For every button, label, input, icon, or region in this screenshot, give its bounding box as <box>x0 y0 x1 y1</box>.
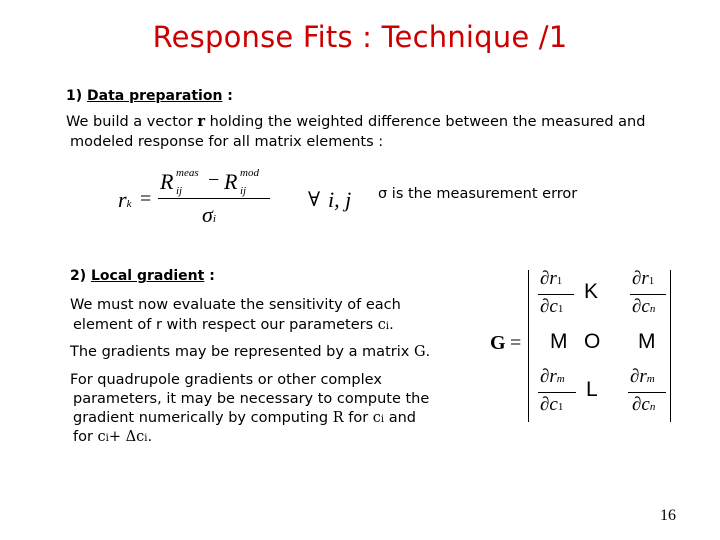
section-2-p3-line-1: For quadrupole gradients or other complex <box>70 372 382 388</box>
p3-c: c <box>372 410 381 426</box>
p3-text: gradient numerically by computing <box>73 410 333 426</box>
section-2-colon: : <box>209 268 215 284</box>
section-2-title: Local gradient <box>91 268 205 284</box>
matrix-equals: = <box>510 332 522 354</box>
eq-sub-ij-2: ij <box>240 185 247 197</box>
section-2-heading <box>70 268 215 284</box>
section-1-line-1 <box>66 112 645 132</box>
p1-c: c <box>377 317 386 333</box>
matrix-top-right-denominator: ∂cn <box>632 296 656 317</box>
matrix-top-left-bar <box>538 294 574 295</box>
eq-sigma: σi <box>202 202 216 227</box>
matrix-bottom-left-numerator: ∂rm <box>540 366 565 387</box>
section-2-p1-line-1: We must now evaluate the sensitivity of each <box>70 297 401 313</box>
section-1-text: We build a vector <box>66 114 198 130</box>
eq-R-mod: R <box>224 169 238 194</box>
p4-i: i <box>105 433 109 444</box>
eq-vars: i, j <box>328 187 352 212</box>
matrix-M-left: M <box>550 330 568 353</box>
section-1-text-cont: holding the weighted difference between the measured and <box>205 114 646 130</box>
matrix-L: L <box>586 378 598 401</box>
matrix-K: K <box>584 280 599 303</box>
p3-R: R <box>332 410 344 426</box>
p1-i: i <box>385 321 390 332</box>
section-2-p2 <box>70 342 430 362</box>
p2-dot: . <box>425 344 431 360</box>
section-2-p1-line-2 <box>73 315 394 337</box>
matrix-bottom-left-bar <box>538 392 576 393</box>
p4-c: c <box>97 429 106 445</box>
section-2-p3-line-2: parameters, it may be necessary to compute the <box>73 391 430 407</box>
p4-plus-delta: + Δc <box>108 429 145 445</box>
eq-minus: − <box>208 169 220 191</box>
p3-for: for <box>343 410 373 426</box>
eq-sup-meas: meas <box>176 167 199 179</box>
eq-sup-mod: mod <box>240 167 259 179</box>
vector-r: r <box>197 113 206 130</box>
eq-R-meas: R <box>160 169 174 194</box>
matrix-top-left-denominator: ∂c1 <box>540 296 564 317</box>
p2-text: The gradients may be represented by a matrix <box>70 344 414 360</box>
eq-equals: = <box>140 188 152 210</box>
sigma-note: σ is the measurement error <box>378 186 578 202</box>
p2-G: G <box>413 344 426 360</box>
section-1-number: 1) <box>66 88 83 104</box>
section-2-p4 <box>73 427 152 449</box>
p1-dot: . <box>389 317 394 333</box>
section-2-number: 2) <box>70 268 87 284</box>
p4-for: for <box>73 429 98 445</box>
section-1-title: Data preparation <box>87 88 223 104</box>
residual-equation <box>118 165 352 233</box>
matrix-top-right-numerator: ∂r1 <box>632 268 655 289</box>
matrix-O: O <box>584 330 601 353</box>
matrix-bottom-right-numerator: ∂rm <box>630 366 655 387</box>
matrix-right-bracket <box>664 270 671 422</box>
matrix-bottom-left-denominator: ∂c1 <box>540 394 564 415</box>
matrix-top-left-numerator: ∂r1 <box>540 268 563 289</box>
page-number: 16 <box>660 507 676 524</box>
eq-forall: ∀ <box>308 187 321 211</box>
matrix-bottom-right-bar <box>628 392 666 393</box>
eq-sigma-sub: i <box>212 213 216 225</box>
matrix-bottom-right-denominator: ∂cn <box>632 394 656 415</box>
eq-lhs-sub: k <box>126 198 132 210</box>
p3-and: and <box>384 410 416 426</box>
section-1-colon: : <box>227 88 233 104</box>
p1-text: element of r with respect our parameters <box>73 317 378 333</box>
matrix-left-bracket <box>528 270 535 422</box>
matrix-lhs-G: G <box>490 332 506 354</box>
section-1-line-2: modeled response for all matrix elements : <box>70 134 384 150</box>
matrix-top-right-bar <box>630 294 666 295</box>
matrix-M-right: M <box>638 330 656 353</box>
eq-sub-ij-1: ij <box>176 185 183 197</box>
p4-i2: i <box>144 433 148 444</box>
eq-fraction-bar <box>158 198 270 199</box>
slide-title: Response Fits : Technique /1 <box>152 20 568 54</box>
section-1-heading <box>66 88 233 104</box>
eq-lhs: rk <box>118 187 132 212</box>
p4-dot: . <box>147 429 153 445</box>
p3-i: i <box>380 414 385 425</box>
gradient-matrix <box>486 262 676 427</box>
